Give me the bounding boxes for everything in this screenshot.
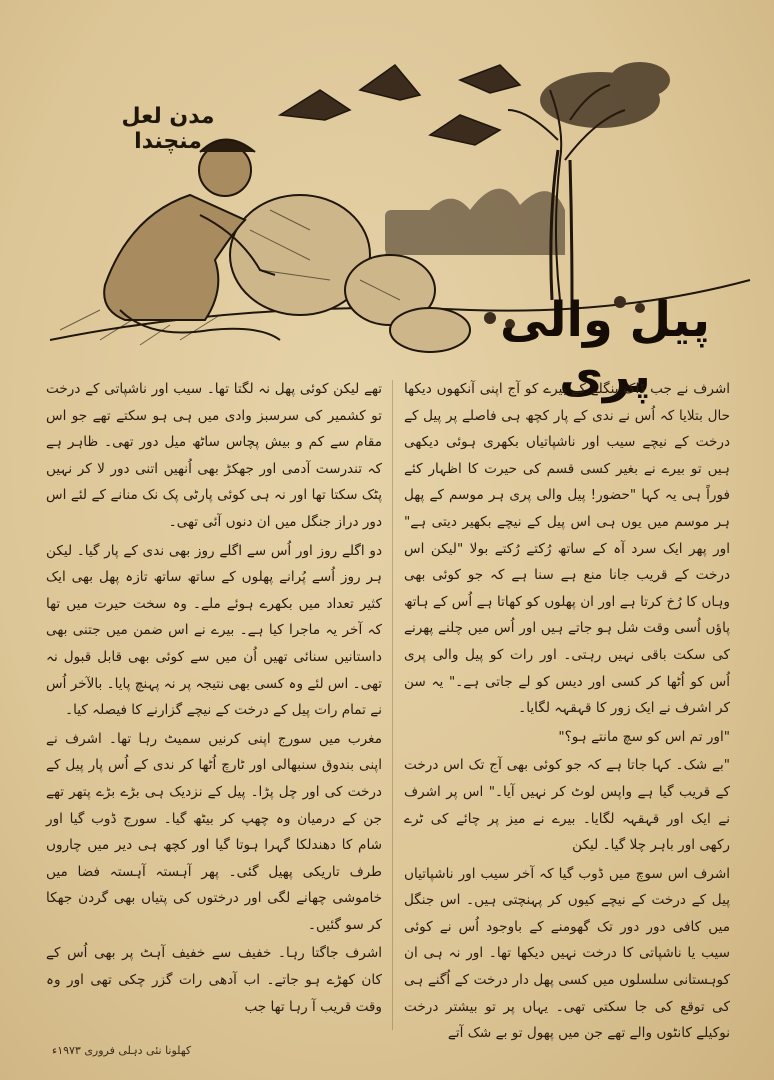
paragraph: اشرف جاگتا رہا۔ خفیف سے خفیف آہٹ پر بھی اُس کے کان کھڑے ہو جاتے۔ اب آدھی رات گزر چکی تھی اور وہ وقت قریب آ رہا تھا جب [46, 945, 382, 1015]
page-footer: کھلونا نئی دہلی فروری ۱۹۷۳ء [52, 1044, 192, 1057]
paragraph: "اور تم اس کو سچ مانتے ہو؟" [558, 728, 730, 745]
text-column-left [46, 376, 382, 1026]
paragraph: "بے شک۔ کہا جاتا ہے کہ جو کوئی بھی آج تک اس درخت کے قریب گیا ہے واپس لوٹ کر نہیں آیا۔" اس پر اشرف نے ایک اور قہقہہ لگایا۔ بیرے نے میز پر چائے کی ٹرے رکھی اور باہر چلا گیا۔ لیکن [404, 757, 730, 854]
paragraph: اشرف نے جب ڈاک بنگلے کے بیرے کو آج اپنی آنکھوں دیکھا حال بتلایا کہ اُس نے ندی کے پار کچھ ہی فاصلے پر پیل کے درخت کے نیچے سیب اور ناشپاتیاں بکھری ہوئی دیکھی ہیں تو بیرے نے بغیر کسی قسم کی حیرت کا اظہار کئے فوراً ہی یہ کہا "حضور! پیل والی پری ہر موسم کے پھل ہر موسم میں یوں ہی اس پیل کے نیچے بکھیر دیتی ہے" اور پھر ایک سرد آہ کے ساتھ رُکتے رُکتے بولا "لیکن اس درخت کے قریب جانا منع ہے سنا ہے کہ جو کوئی بھی وہاں کا رُخ کرتا ہے اور ان پھلوں کو کھاتا ہے اُس کے ہاتھ پاؤں اُسی وقت شل ہو جاتے ہیں اور اُس میں چلنے پھرنے کی سکت باقی نہیں رہتی۔ اور رات کو پیل والی پری اُس کو اُٹھا کر کسی اور دیس کو لے جاتی ہے۔" یہ سن کر اشرف نے ایک زور کا قہقہہ لگایا۔ [404, 381, 730, 717]
paragraph: دو اگلے روز اور اُس سے اگلے روز بھی ندی کے پار گیا۔ لیکن ہر روز اُسے پُرانے پھلوں کے ساتھ ساتھ تازہ پھل بھی ایک کثیر تعداد میں بکھرے ہوئے ملے۔ وہ سخت حیرت میں تھا کہ آخر یہ ماجرا کیا ہے۔ بیرے نے اس ضمن میں جتنی بھی داستانیں سنائی تھیں اُن میں سے کوئی بھی قابل قبول نہ تھی۔ اس لئے وہ کسی بھی نتیجہ پر نہ پہنچ پایا۔ بالآخر اُس نے تمام رات پیل کے درخت کے نیچے گزارنے کا فیصلہ کیا۔ [46, 542, 382, 719]
author-name: مدن لعل منچندا [121, 104, 215, 154]
story-title: پیل والی پری [499, 292, 711, 404]
paragraph: مغرب میں سورج اپنی کرنیں سمیٹ رہا تھا۔ اشرف نے اپنی بندوق سنبھالی اور ٹارچ اُٹھا کر ندی کے اُس پار پیل کے درخت کی اور چل پڑا۔ پیل کے نزدیک ہی بڑے بڑے پتھر تھے جن کے درمیان وہ چھپ کر بیٹھ گیا۔ سورج ڈوب گیا اور شام کا دھندلکا گہرا ہوتا گیا اور کچھ ہی دیر میں چاروں طرف تاریکی پھیل گئی۔ پھر آہستہ آہستہ فضا میں خاموشی چھانے لگی اور درختوں کی پتیاں بھی گردن جھکا کر سو گئیں۔ [46, 730, 382, 933]
paragraph: تھے لیکن کوئی پھل نہ لگتا تھا۔ سیب اور ناشپاتی کے درخت تو کشمیر کی سرسبز وادی میں ہی ہو سکتے تھے جو اس مقام سے کم و بیش پچاس ساٹھ میل دور تھی۔ ظاہر ہے کہ تندرست آدمی اور جھکڑ بھی اُنھیں اتنی دور لا کر نہیں پٹک سکتا تھا اور نہ ہی کوئی پارٹی پک نک منانے کے لئے اس دور دراز جنگل میں ان دنوں آئی تھی۔ [46, 381, 382, 530]
column-divider [392, 380, 393, 1030]
paragraph: اشرف اس سوچ میں ڈوب گیا کہ آخر سیب اور ناشپاتیاں پیل کے درخت کے نیچے کیوں کر پہنچتی ہیں۔ اس جنگل میں کافی دور دور تک گھومنے کے باوجود اُس نے کوئی سیب یا ناشپاتی کا درخت نہیں دیکھا تھا۔ اور نہ ہی ان کوہستانی سلسلوں میں کسی پھل دار درخت کے اُگنے ہی کی توقع کی جا سکتی تھی۔ یہاں پر تو بیشتر درخت نوکیلے کانٹوں والے تھے جن میں پھول تو بے شک آتے [404, 865, 730, 1042]
text-column-right [404, 376, 730, 1042]
